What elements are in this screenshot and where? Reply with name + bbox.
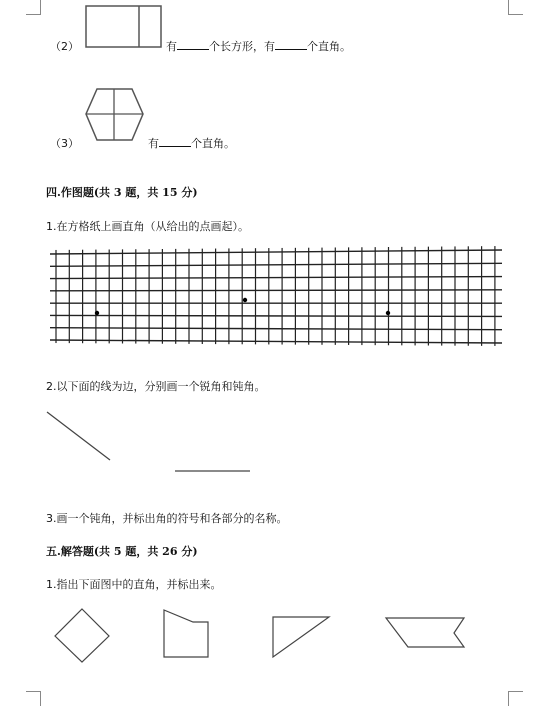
q2-has: 有 [166, 40, 177, 53]
q3-has: 有 [148, 137, 159, 150]
grid-row-line [50, 277, 502, 279]
section4-title: 四.作图题(共 3 题，共 15 分) [46, 186, 198, 199]
section4-q2: 2.以下面的线为边，分别画一个锐角和钝角。 [46, 380, 266, 393]
grid-row-line [50, 263, 502, 266]
grid-row-line [50, 328, 502, 330]
grid-start-point [243, 298, 247, 302]
q2-number: （2） [50, 40, 79, 53]
section5-title: 五.解答题(共 5 题，共 26 分) [46, 545, 198, 558]
grid-row-line [50, 340, 502, 343]
q2-rect-text: 个长方形，有 [209, 40, 275, 53]
grid-row-line [50, 290, 502, 291]
q3-number: （3） [50, 137, 79, 150]
grid-start-point [386, 311, 390, 315]
section4-q3: 3.画一个钝角，并标出角的符号和各部分的名称。 [46, 512, 288, 525]
section4-q1: 1.在方格纸上画直角（从给出的点画起）。 [46, 220, 249, 233]
grid-row-line [50, 315, 502, 316]
section5-q1: 1.指出下面图中的直角，并标出来。 [46, 578, 222, 591]
grid-start-point [95, 311, 99, 315]
grid-row-line [50, 250, 502, 254]
q2-right-text: 个直角。 [307, 40, 351, 53]
q3-right-text: 个直角。 [191, 137, 235, 150]
